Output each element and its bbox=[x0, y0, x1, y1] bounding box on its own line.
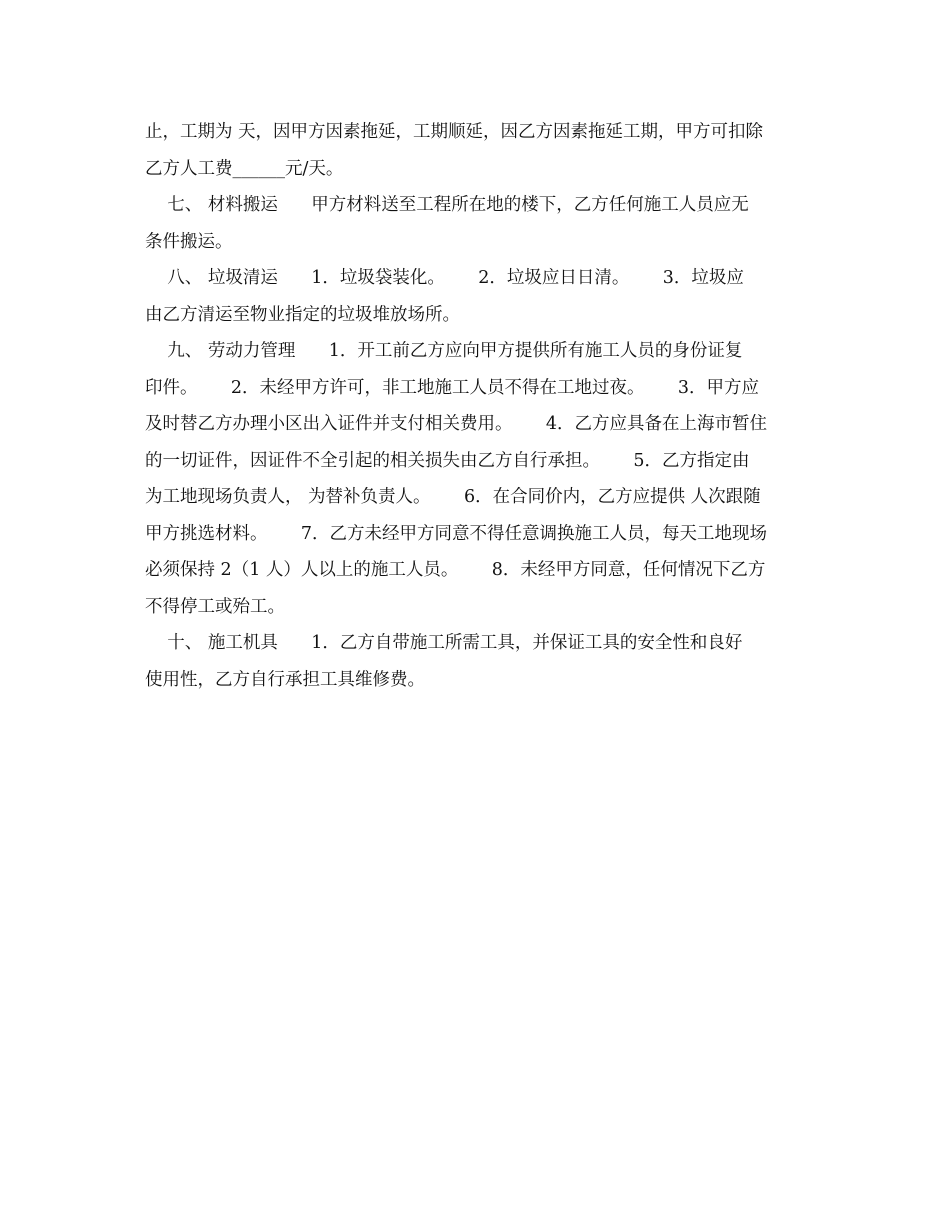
text-line: 甲方挑选材料。 7．乙方未经甲方同意不得任意调换施工人员，每天工地现场 bbox=[145, 523, 768, 544]
text-line: 止，工期为 天，因甲方因素拖延，工期顺延，因乙方因素拖延工期，甲方可扣除 bbox=[145, 122, 764, 142]
text-line: 条件搬运。 bbox=[145, 231, 233, 252]
text-line: 七、 材料搬运 甲方材料送至工程所在地的楼下，乙方任何施工人员应无 bbox=[145, 195, 749, 215]
text-line: 由乙方清运至物业指定的垃圾堆放场所。 bbox=[145, 304, 460, 325]
text-line: 必须保持 2（1 人）人以上的施工人员。 8．未经甲方同意，任何情况下乙方 bbox=[145, 560, 766, 580]
text-line: 九、 劳动力管理 1．开工前乙方应向甲方提供所有施工人员的身份证复 bbox=[145, 341, 743, 361]
text-line: 乙方人工费______元/天。 bbox=[145, 158, 344, 179]
text-line: 使用性，乙方自行承担工具维修费。 bbox=[145, 669, 425, 690]
text-line: 为工地现场负责人， 为替补负责人。 6．在合同价内，乙方应提供 人次跟随 bbox=[145, 487, 761, 507]
contract-text-body bbox=[145, 114, 807, 698]
text-line: 不得停工或殆工。 bbox=[145, 596, 285, 617]
text-line: 及时替乙方办理小区出入证件并支付相关费用。 4．乙方应具备在上海市暂住 bbox=[145, 414, 768, 434]
text-line: 八、 垃圾清运 1．垃圾袋装化。 2．垃圾应日日清。 3．垃圾应 bbox=[145, 268, 744, 288]
text-line: 印件。 2．未经甲方许可，非工地施工人员不得在工地过夜。 3．甲方应 bbox=[145, 377, 760, 398]
text-line: 十、 施工机具 1．乙方自带施工所需工具，并保证工具的安全性和良好 bbox=[145, 633, 743, 653]
text-line: 的一切证件，因证件不全引起的相关损失由乙方自行承担。 5．乙方指定由 bbox=[145, 450, 750, 471]
